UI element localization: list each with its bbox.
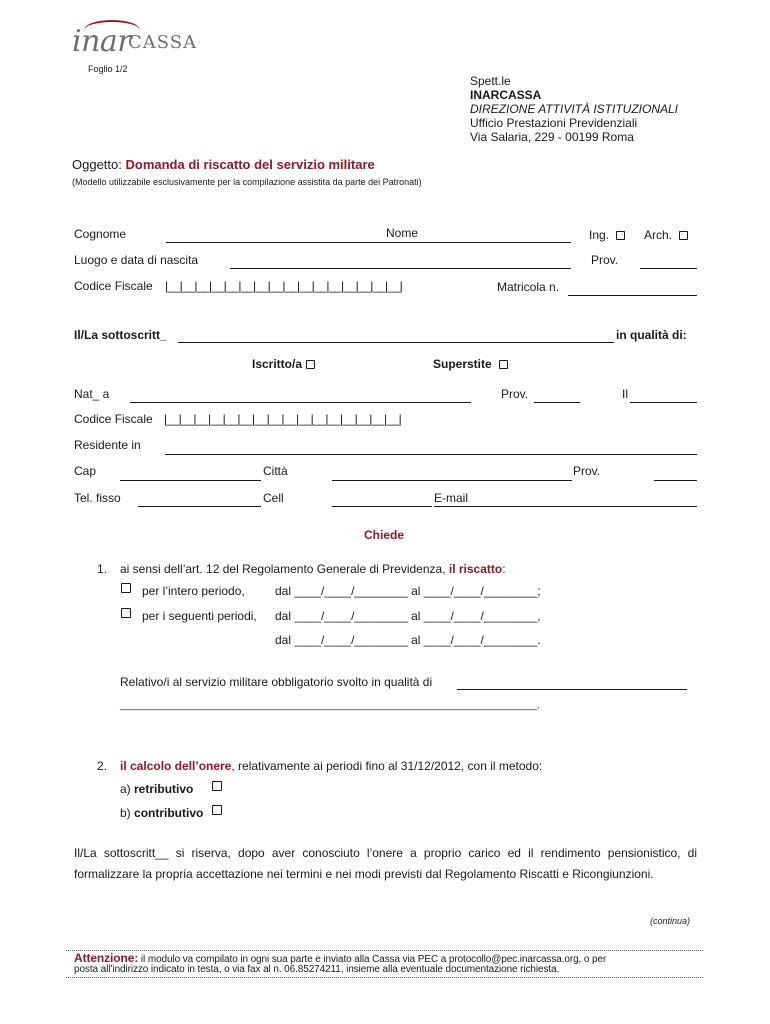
matricola-field[interactable]	[568, 295, 697, 296]
luogo-data-label: Luogo e data di nascita	[74, 253, 199, 267]
matricola-label: Matricola n.	[497, 280, 560, 294]
nome-label: Nome	[386, 226, 419, 240]
residence-prov-field[interactable]	[654, 480, 697, 481]
retributivo-prefix: a)	[120, 782, 135, 796]
residente-field[interactable]	[165, 454, 697, 455]
il-date-field[interactable]	[630, 402, 697, 403]
signer-codice-fiscale-label: Codice Fiscale	[74, 412, 153, 426]
cap-label: Cap	[74, 464, 97, 478]
item2-text	[120, 759, 542, 773]
codice-fiscale-label: Codice Fiscale	[74, 279, 153, 293]
retributivo-label: retributivo	[134, 782, 194, 796]
ing-option[interactable]	[589, 228, 625, 242]
nato-a-label: Nat_ a	[74, 387, 110, 401]
relativo-label: Relativo/i al servizio militare obbligatorio svolto in qualità di	[120, 675, 433, 689]
citta-label: Città	[263, 464, 288, 478]
tel-label: Tel. fisso	[74, 491, 121, 505]
recipient-address-line: Via Salaria, 229 - 00199 Roma	[470, 130, 634, 144]
iscritto-label: Iscritto/a	[252, 357, 303, 371]
attention-text-1: il modulo va compilato in ogni sua parte e inviato alla Cassa via PEC a protocollo@pec.inarcassa.org, o per	[140, 954, 607, 965]
birth-prov-field[interactable]	[640, 268, 697, 269]
residente-label: Residente in	[74, 438, 141, 452]
tel-field[interactable]	[138, 506, 261, 507]
item1-colon: :	[502, 562, 506, 576]
cell-label: Cell	[263, 491, 284, 505]
luogo-data-field[interactable]	[230, 268, 571, 269]
chiede-heading: Chiede	[364, 528, 405, 542]
continua-note: (continua)	[650, 916, 691, 926]
seguenti-periodi-dates-2[interactable]: dal ____/____/________ al ____/____/________.	[275, 633, 541, 647]
subject-title: Domanda di riscatto del servizio militare	[125, 157, 375, 172]
superstite-checkbox[interactable]	[499, 360, 508, 369]
nato-a-field[interactable]	[130, 402, 471, 403]
subject-note: (Modello utilizzabile esclusivamente per la compilazione assistita da parte dei Patronati)	[72, 177, 422, 187]
item1-text-body: ai sensi dell’art. 12 del Regolamento Generale di Previdenza,	[120, 562, 446, 576]
relativo-field-line2[interactable]: ________________________________________________________________________________.	[120, 700, 540, 711]
ing-checkbox[interactable]	[616, 231, 625, 240]
signer-prov-field[interactable]	[534, 402, 580, 403]
arch-label: Arch.	[644, 228, 673, 242]
signer-prov-label: Prov.	[501, 387, 529, 401]
intero-periodo-label: per l’intero periodo,	[142, 584, 245, 598]
intero-periodo-dates[interactable]: dal ____/____/________ al ____/____/________;	[275, 584, 541, 598]
relativo-field[interactable]	[457, 689, 687, 690]
codice-fiscale-boxes[interactable]: |__|__|__|__|__|__|__|__|__|__|__|__|__|__|__|__|	[165, 279, 403, 293]
item1-text	[120, 562, 506, 576]
seguenti-periodi-dates-1[interactable]: dal ____/____/________ al ____/____/________,	[275, 609, 541, 623]
email-field[interactable]	[434, 506, 697, 507]
sheet-number: Foglio 1/2	[88, 64, 128, 74]
sottoscritto-field[interactable]	[178, 342, 614, 343]
logo-cassa-text: CASSA	[128, 32, 198, 53]
subject-line	[72, 157, 375, 172]
seguenti-periodi-checkbox[interactable]	[121, 608, 131, 618]
attention-line1	[74, 951, 606, 965]
contributivo-label: contributivo	[134, 806, 204, 820]
item2-text-body: , relativamente ai periodi fino al 31/12/2012, con il metodo:	[231, 759, 543, 773]
recipient-department: DIREZIONE ATTIVITÀ ISTITUZIONALI	[470, 102, 679, 116]
contributivo-prefix: b)	[120, 806, 135, 820]
iscritto-option[interactable]	[252, 357, 315, 371]
ing-label: Ing.	[589, 228, 610, 242]
logo-inar-text: inar	[72, 24, 132, 59]
seguenti-periodi-label: per i seguenti periodi,	[142, 609, 257, 623]
item2-number: 2.	[97, 759, 108, 773]
cell-field[interactable]	[332, 506, 432, 507]
intero-periodo-checkbox[interactable]	[121, 583, 131, 593]
arch-checkbox[interactable]	[679, 231, 688, 240]
cap-field[interactable]	[120, 480, 261, 481]
reserve-paragraph: Il/La sottoscritt__ si riserva, dopo aver conosciuto l’onere a proprio carico ed il rendimento pensionistico, di formalizzare la propria accettazione nei termini e nei modi previsti dal Regolamento Riscatti e Ricongiunzioni.	[74, 846, 697, 881]
citta-field[interactable]	[332, 480, 572, 481]
signer-codice-fiscale-boxes[interactable]: |__|__|__|__|__|__|__|__|__|__|__|__|__|__|__|__|	[164, 412, 402, 426]
il-label: Il	[622, 387, 628, 401]
birth-prov-label: Prov.	[591, 253, 619, 267]
recipient-name: INARCASSA	[470, 88, 542, 102]
arch-option[interactable]	[644, 228, 688, 242]
attention-text-2: posta all’indirizzo indicato in testa, o via fax al n. 06.85274211, insieme alla eventuale documentazione richiesta.	[74, 964, 560, 975]
superstite-option[interactable]	[433, 357, 508, 371]
retributivo-checkbox[interactable]	[212, 781, 222, 791]
residence-prov-label: Prov.	[573, 464, 601, 478]
cognome-nome-field[interactable]	[166, 242, 571, 243]
contributivo-option[interactable]	[120, 806, 203, 820]
cognome-label: Cognome	[74, 227, 127, 241]
item1-number: 1.	[97, 562, 108, 576]
contributivo-checkbox[interactable]	[212, 805, 222, 815]
item1-highlight: il riscatto	[448, 562, 503, 576]
superstite-label: Superstite	[433, 357, 492, 371]
qualita-label: in qualità di:	[616, 328, 687, 342]
iscritto-checkbox[interactable]	[306, 360, 315, 369]
email-label: E-mail	[434, 491, 469, 505]
item2-highlight: il calcolo dell’onere	[120, 759, 232, 773]
attention-label: Attenzione:	[74, 951, 139, 965]
sottoscritto-label: Il/La sottoscritt_	[74, 328, 167, 342]
recipient-salutation: Spett.le	[470, 74, 511, 88]
subject-label: Oggetto:	[72, 157, 122, 172]
retributivo-option[interactable]	[120, 782, 193, 796]
recipient-office: Ufficio Prestazioni Previdenziali	[470, 116, 638, 130]
